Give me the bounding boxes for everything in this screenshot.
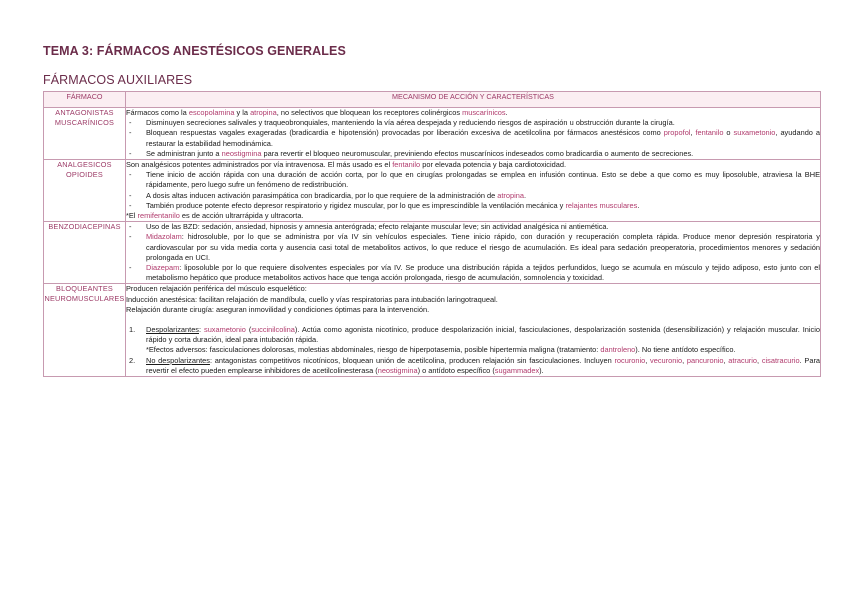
page-title: TEMA 3: FÁRMACOS ANESTÉSICOS GENERALES <box>43 44 346 58</box>
list-item: - Diazepam: liposoluble por lo que requiere disolventes especiales por vía IV. Se produce una distribución rápida a tejidos perfundidos, luego se acumula en músculo y tejido adiposo, esto junto con el metabolismo hepático que produce metabolitos activos hace que tenga acción prolongada, riesgo de acumulación, somnolencia y toxicidad. <box>126 263 820 283</box>
drug-name-line: MUSCARÍNICOS <box>54 118 115 127</box>
paragraph: Producen relajación periférica del músculo esquelético: <box>126 284 307 294</box>
drug-name-cell <box>44 160 126 222</box>
table-header-row <box>44 92 821 108</box>
drug-name-line: OPIOIDES <box>66 170 103 180</box>
table-row <box>44 284 821 377</box>
mechanism-cell <box>126 284 821 377</box>
list-item: - Uso de las BZD: sedación, ansiedad, hipnosis y amnesia anterógrada; efecto relajante muscular leve; sin actividad analgésica ni antiemética. <box>126 222 820 232</box>
table-row <box>44 222 821 284</box>
mechanism-cell <box>126 222 821 284</box>
bullet-list <box>126 222 820 283</box>
drug-name-line: NEUROMUSCULARES <box>44 294 125 304</box>
drug-table <box>43 91 821 377</box>
list-item: - Tiene inicio de acción rápida con una duración de acción corta, por lo que en cirugías prolongadas se emplea en infusión continua. Esto se debe a que como es muy liposoluble, atraviesa la BHE rápidamente, pero luego sufre un fenómeno de redistribución. <box>126 170 820 190</box>
table-row <box>44 108 821 160</box>
note-text: *El remifentanilo es de acción ultrarrápida y ultracorta. <box>126 211 304 221</box>
list-item: - Midazolam: hidrosoluble, por lo que se administra por vía IV sin vehículos especiales. Tiene inicio rápido, con duración y recuperación completa rápida. Produce menor depresión respiratoria y cardiovascular por su vida media corta y ausencia casi total de metabolitos activos, lo que reduce el riesgo de acumulación. Es ideal para sedación preoperatoria, procedimientos menores y sedación prolongada en UCI. <box>126 232 820 263</box>
drug-name-line: BLOQUEANTES <box>56 284 113 294</box>
paragraph: Relajación durante cirugía: aseguran inmovilidad y condiciones óptimas para la intervención. <box>126 304 430 314</box>
list-item: 2. No despolarizantes: antagonistas competitivos nicotínicos, bloquean unión de acetilcolina, producen relajación sin fasciculaciones. Incluyen rocuronio, vecuronio, pancuronio, atracurio, cisatracurio. Para revertir el efecto pueden emplearse inhibidores de acetilcolinesterasa (neostigmina) o antídoto específico (sugammadex). <box>129 355 821 375</box>
mechanism-cell <box>126 160 821 222</box>
header-drug: FÁRMACO <box>44 92 126 108</box>
mechanism-cell <box>126 108 821 160</box>
header-mechanism: MECANISMO DE ACCIÓN Y CARACTERÍSTICAS <box>126 92 821 108</box>
table-row <box>44 160 821 222</box>
list-item: - A dosis altas inducen activación parasimpática con bradicardia, por lo que requiere de la administración de atropina. <box>126 191 820 201</box>
drug-name-cell: BENZODIACEPINAS <box>44 222 126 284</box>
numbered-list <box>126 325 820 376</box>
drug-name-cell <box>44 108 126 160</box>
intro-text: Fármacos como la escopolamina y la atropina, no selectivos que bloquean los receptores colinérgicos muscarínicos. <box>126 108 508 117</box>
intro-text: Son analgésicos potentes administrados por vía intravenosa. El más usado es el fentanilo por elevada potencia y baja cardiotoxicidad. <box>126 160 567 170</box>
drug-name-line: ANTAGONISTAS <box>55 108 114 117</box>
list-item: - Se administran junto a neostigmina para revertir el bloqueo neuromuscular, previniendo efectos muscarínicos indeseados como bradicardia o aumento de secreciones. <box>126 149 820 159</box>
list-item: - También produce potente efecto depresor respiratorio y rigidez muscular, por lo que es imprescindible la ventilación mecánica y relajantes musculares. <box>126 201 820 211</box>
list-item: - Disminuyen secreciones salivales y traqueobronquiales, manteniendo la vía aérea despejada y reduciendo riesgos de aspiración u obstrucción durante la cirugía. <box>126 118 820 128</box>
drug-name-line: ANALGESICOS <box>57 160 112 170</box>
bullet-list <box>126 118 820 159</box>
list-item: 1. Despolarizantes: suxametonio (succinilcolina). Actúa como agonista nicotínico, produce despolarización inicial, fasciculaciones, despolarización sostenida (desensibilización) y relajación muscular. Inicio rápido y corta duración, ideal para intubación rápida. *Efectos adversos: fasciculaciones dolorosas, molestias abdominales, riesgo de hiperpotasemia, posible hipertermia maligna (tratamiento: dantroleno). No tiene antídoto específico. <box>129 325 821 355</box>
paragraph: Inducción anestésica: facilitan relajación de mandíbula, cuello y vías respiratorias para intubación laringotraqueal. <box>126 294 498 304</box>
list-item: - Bloquean respuestas vagales exageradas (bradicardia e hipotensión) provocadas por liberación excesiva de acetilcolina por fármacos anestésicos como propofol, fentanilo o suxametonio, ayudando a restaurar la estabilidad hemodinámica. <box>126 128 820 148</box>
drug-name-cell <box>44 284 126 377</box>
bullet-list <box>126 170 820 211</box>
section-title: FÁRMACOS AUXILIARES <box>43 73 193 87</box>
